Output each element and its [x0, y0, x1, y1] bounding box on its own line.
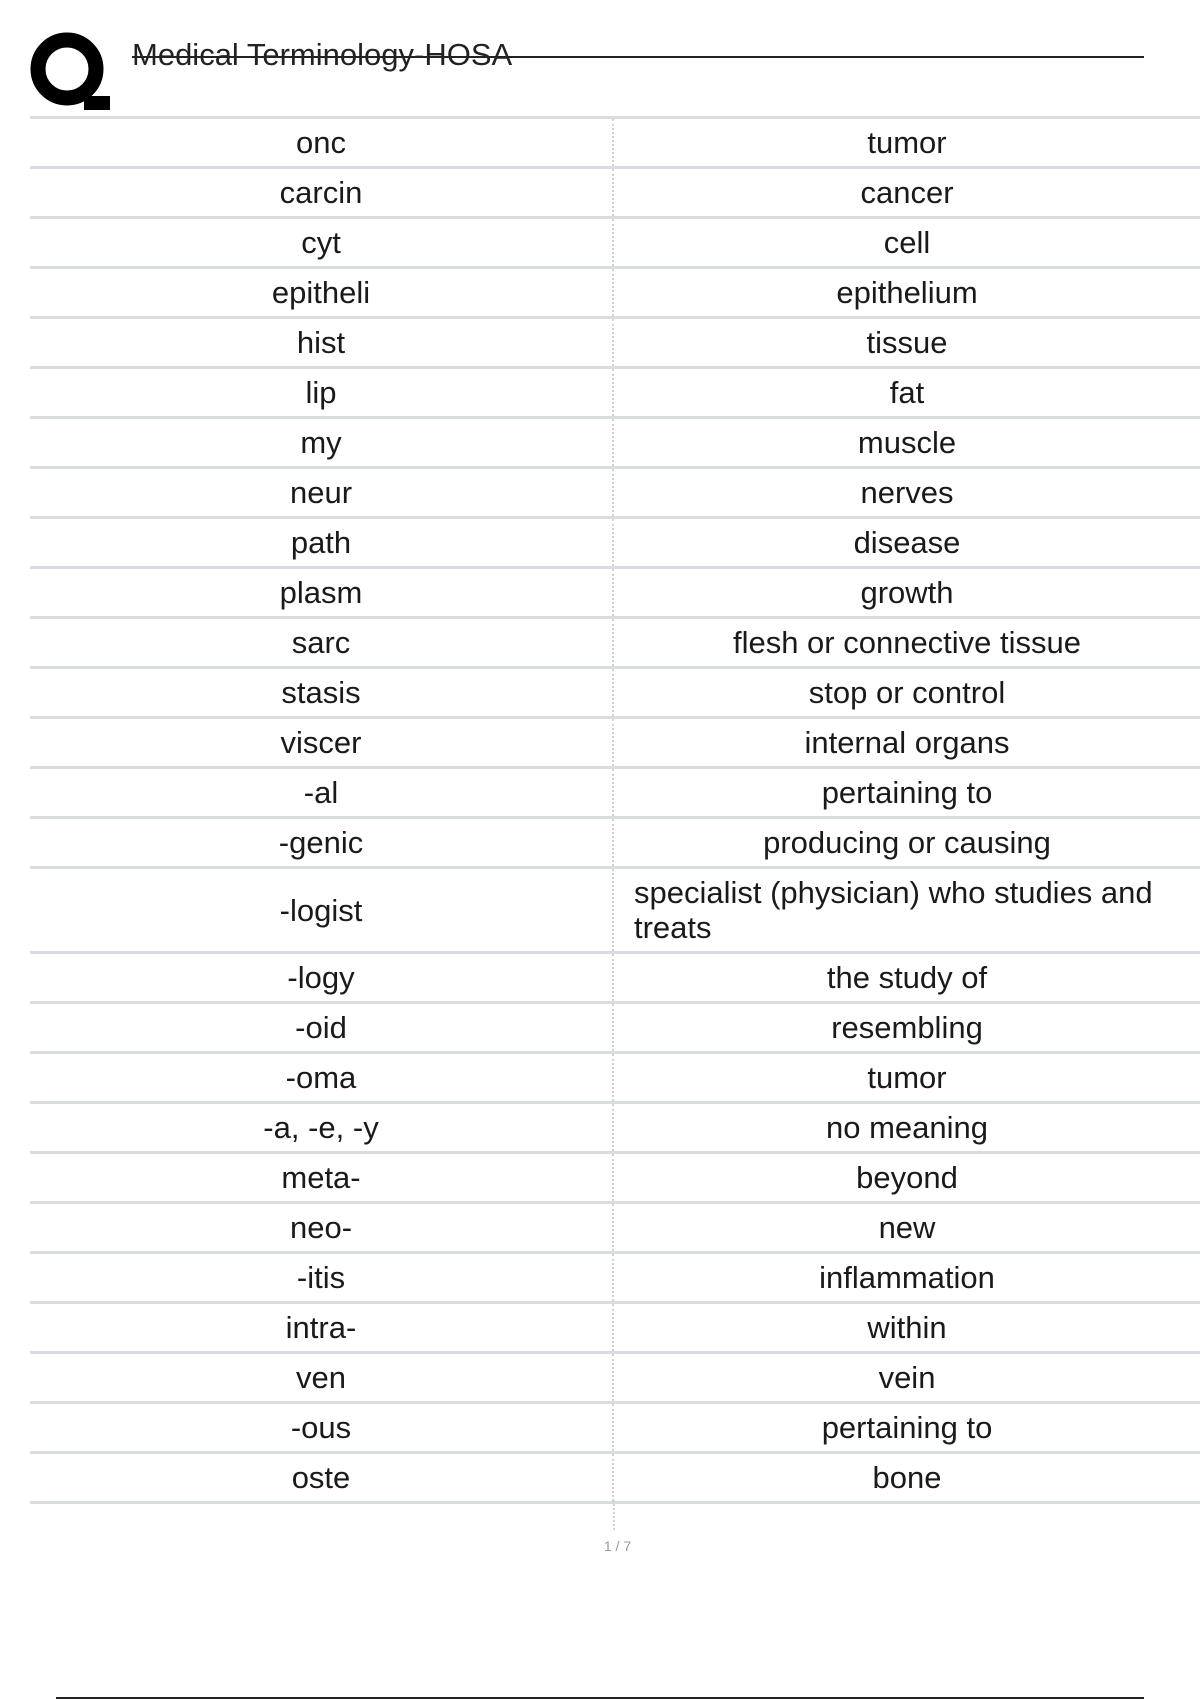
table-row [30, 719, 1200, 769]
term-cell: onc [30, 119, 614, 166]
definition-cell: pertaining to [821, 1410, 993, 1445]
definition-cell: pertaining to [821, 775, 993, 810]
table-row [30, 119, 1200, 169]
definition-cell: resembling [831, 1010, 983, 1045]
definition-cell: beyond [856, 1160, 958, 1195]
term-cell: -ous [30, 1404, 614, 1451]
definition-cell: new [878, 1210, 936, 1245]
definition-cell: within [867, 1310, 947, 1345]
table-row [30, 1204, 1200, 1254]
term-cell: -oma [30, 1054, 614, 1101]
table-row [30, 819, 1200, 869]
table-row [30, 669, 1200, 719]
definition-cell: inflammation [819, 1260, 995, 1295]
table-row [30, 269, 1200, 319]
table-row [30, 1104, 1200, 1154]
term-cell: viscer [30, 719, 614, 766]
definition-cell: nerves [860, 475, 954, 510]
term-cell: epitheli [30, 269, 614, 316]
table-row [30, 1004, 1200, 1054]
table-row [30, 519, 1200, 569]
definition-cell: flesh or connective tissue [732, 625, 1082, 660]
definition-cell: producing or causing [763, 825, 1051, 860]
table-row [30, 319, 1200, 369]
term-cell: path [30, 519, 614, 566]
title-rule [132, 56, 1144, 58]
term-cell: -itis [30, 1254, 614, 1301]
term-cell: neur [30, 469, 614, 516]
definition-cell: epithelium [836, 275, 978, 310]
table-row [30, 369, 1200, 419]
quizlet-q-logo-icon [30, 32, 112, 112]
column-divider-tail [613, 1500, 615, 1530]
table-rows [30, 116, 1200, 1504]
table-row [30, 469, 1200, 519]
table-row [30, 569, 1200, 619]
flashcard-table [30, 116, 1200, 1504]
term-cell: neo- [30, 1204, 614, 1251]
term-cell: -genic [30, 819, 614, 866]
table-row [30, 769, 1200, 819]
definition-cell: the study of [826, 960, 988, 995]
table-row [30, 869, 1200, 954]
document-title: Medical Terminology-HOSA [132, 37, 513, 72]
table-row [30, 1154, 1200, 1204]
term-cell: plasm [30, 569, 614, 616]
term-cell: -logy [30, 954, 614, 1001]
term-cell: -oid [30, 1004, 614, 1051]
term-cell: sarc [30, 619, 614, 666]
table-row [30, 1254, 1200, 1304]
table-row [30, 419, 1200, 469]
bottom-rule [56, 1697, 1144, 1699]
definition-cell: bone [872, 1460, 942, 1495]
term-cell: meta- [30, 1154, 614, 1201]
table-row [30, 1054, 1200, 1104]
table-row [30, 219, 1200, 269]
definition-cell: fat [889, 375, 925, 410]
definition-cell: vein [878, 1360, 936, 1395]
term-cell: carcin [30, 169, 614, 216]
term-cell: hist [30, 319, 614, 366]
term-cell: -al [30, 769, 614, 816]
term-cell: lip [30, 369, 614, 416]
term-cell: -logist [30, 869, 614, 951]
page-number: 1 / 7 [603, 1538, 632, 1554]
definition-cell: tumor [867, 1060, 947, 1095]
term-cell: oste [30, 1454, 614, 1501]
table-row [30, 1304, 1200, 1354]
table-row [30, 169, 1200, 219]
term-cell: ven [30, 1354, 614, 1401]
definition-cell: cell [883, 225, 931, 260]
term-cell: -a, -e, -y [30, 1104, 614, 1151]
definition-cell: stop or control [808, 675, 1006, 710]
definition-cell: cancer [860, 175, 954, 210]
definition-cell: growth [860, 575, 954, 610]
table-row [30, 1454, 1200, 1504]
definition-cell: tissue [866, 325, 948, 360]
definition-cell: tumor [867, 125, 947, 160]
definition-cell: specialist (physician) who studies and treats [634, 875, 1153, 945]
table-row [30, 1404, 1200, 1454]
term-cell: cyt [30, 219, 614, 266]
term-cell: intra- [30, 1304, 614, 1351]
definition-cell: no meaning [825, 1110, 988, 1145]
term-cell: stasis [30, 669, 614, 716]
definition-cell: muscle [857, 425, 957, 460]
term-cell: my [30, 419, 614, 466]
definition-cell: internal organs [804, 725, 1010, 760]
document-header [132, 36, 1144, 78]
table-row [30, 1354, 1200, 1404]
definition-cell: disease [853, 525, 961, 560]
table-row [30, 954, 1200, 1004]
table-row [30, 619, 1200, 669]
